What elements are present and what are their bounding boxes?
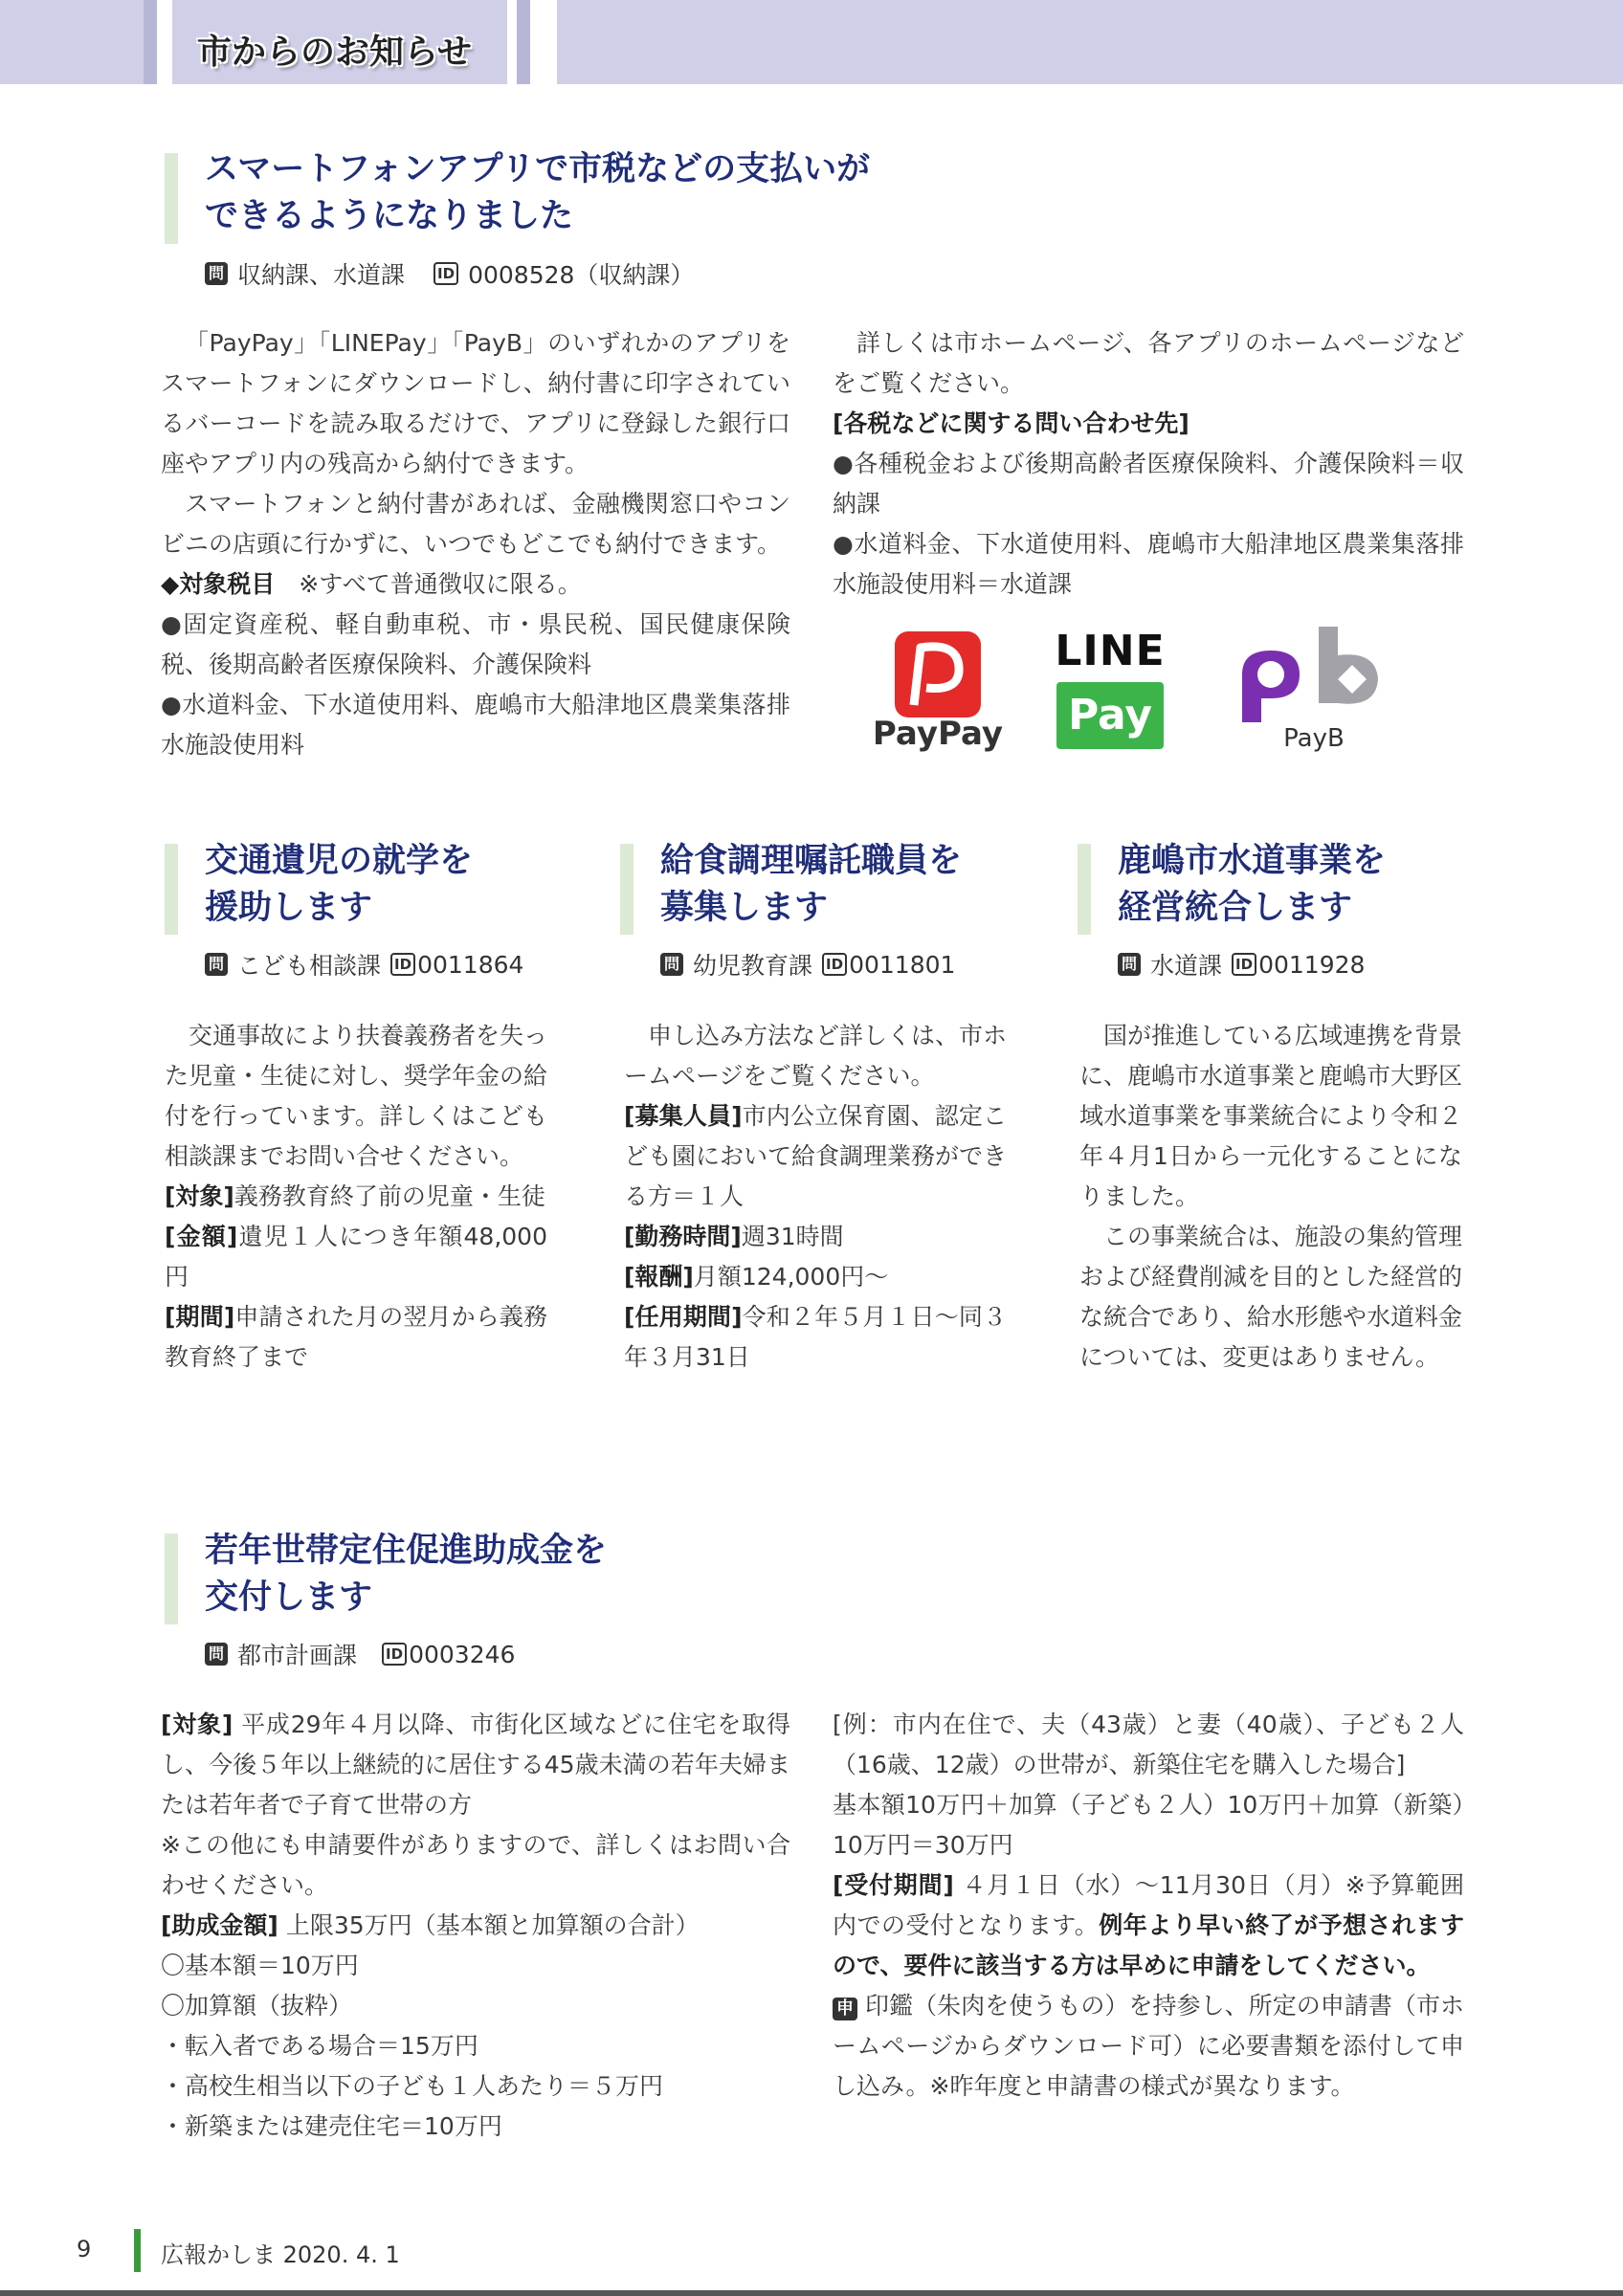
article-meta xyxy=(205,1637,515,1671)
info-value: 市内公立保育園、認定こども園において給食調理業務ができる方＝１人 xyxy=(624,1102,1008,1210)
heading-bar xyxy=(620,844,634,935)
list-item: ●固定資産税、軽自動車税、市・県民税、国民健康保険税、後期高齢者医療保険料、介護保険料 xyxy=(161,610,790,678)
heading-bar xyxy=(1078,844,1091,935)
header-band-left xyxy=(0,0,144,84)
info-value: ４月１日（水）～11月30日（月）※予算範囲内での受付となります。 xyxy=(833,1871,1464,1939)
list-item: 〇加算額（抜粋） xyxy=(161,1992,353,2020)
info-value: 上限35万円（基本額と加算額の合計） xyxy=(285,1911,700,1939)
article-id: 0011864 xyxy=(417,950,524,979)
list-item: ・新築または建売住宅＝10万円 xyxy=(161,2112,502,2140)
info-line xyxy=(833,1986,1464,2107)
info-value: 週31時間 xyxy=(741,1223,844,1250)
info-line xyxy=(161,1906,790,1946)
article-title: 給食調理嘱託職員を 募集します xyxy=(660,842,963,927)
header-band-right xyxy=(557,0,1623,84)
id-icon: ID xyxy=(822,953,847,976)
publication-name: 広報かしま 2020. 4. 1 xyxy=(161,2241,400,2268)
list-item: 〇基本額＝10万円 xyxy=(161,1952,359,1979)
target-heading xyxy=(161,564,790,605)
info-label: [勤務時間] xyxy=(624,1223,742,1250)
info-value: 申請された月の翌月から義務教育終了まで xyxy=(165,1303,547,1371)
emphasis: 例年より早い終了が予想されますので、要件に該当する方は早めに申請をしてください。 xyxy=(833,1911,1464,1979)
article-title: 交通遺児の就学を 援助します xyxy=(205,842,474,927)
article-id: 0008528（収納課） xyxy=(468,261,695,289)
info-line xyxy=(833,1866,1464,1986)
contact-dept: 水道課 xyxy=(1150,952,1223,980)
info-value: 印鑑（朱肉を使うもの）を持参し、所定の申請書（市ホームページからダウンロード可）に必要書類を添付して申し込み。※昨年度と申請書の様式が異なります。 xyxy=(833,1992,1464,2100)
footer-bar xyxy=(134,2229,141,2272)
list-item: ●各種税金および後期高齢者医療保険料、介護保険料＝収納課 xyxy=(833,450,1464,518)
info-line xyxy=(624,1297,1007,1378)
section-title: 市からのお知らせ xyxy=(197,33,472,72)
article-title: 若年世帯定住促進助成金を 交付します xyxy=(205,1532,608,1617)
info-value: 遺児１人につき年額48,000円 xyxy=(165,1223,547,1291)
payb-logo xyxy=(1233,627,1395,761)
article-body-right xyxy=(833,1705,1464,2107)
info-label: [募集人員] xyxy=(624,1102,743,1130)
article-body xyxy=(165,1016,547,1378)
list-item: ・高校生相当以下の子ども１人あたり＝５万円 xyxy=(161,2072,664,2100)
heading-bar xyxy=(165,153,178,244)
article-meta xyxy=(205,256,694,291)
paragraph: 詳しくは市ホームページ、各アプリのホームページなどをご覧ください。 xyxy=(833,329,1464,397)
contact-icon: 問 xyxy=(205,262,228,285)
article-body xyxy=(624,1016,1007,1378)
info-value: 令和２年５月１日～同３年３月31日 xyxy=(624,1303,1007,1371)
article-title: 鹿嶋市水道事業を 経営統合します xyxy=(1118,842,1387,927)
header-stripe xyxy=(144,0,157,84)
info-line xyxy=(161,1705,790,1825)
payb-wordmark: PayB xyxy=(1283,724,1345,753)
info-label: [対象] xyxy=(161,1711,233,1738)
contact-icon: 問 xyxy=(205,953,228,976)
paragraph: 国が推進している広域連携を背景に、鹿嶋市水道事業と鹿嶋市大野区域水道事業を事業統合により令和２年４月1日から一元化することになりました。 xyxy=(1079,1022,1463,1210)
paypay-logo xyxy=(871,627,1005,761)
header-stripe xyxy=(517,0,530,84)
heading-bar xyxy=(165,1534,178,1624)
paragraph: 交通事故により扶養義務者を失った児童・生徒に対し、奨学年金の給付を行っています。詳しくはこども相談課までお問い合せください。 xyxy=(165,1022,548,1170)
list-item: ●水道料金、下水道使用料、鹿嶋市大船津地区農業集落排水施設使用料 xyxy=(161,691,790,759)
page-number: 9 xyxy=(77,2236,92,2263)
line-wordmark: LINE xyxy=(1055,627,1166,675)
info-line xyxy=(165,1177,547,1217)
contact-icon: 問 xyxy=(1118,953,1141,976)
info-label: [任用期間] xyxy=(624,1303,743,1331)
info-line xyxy=(624,1257,1007,1297)
info-line xyxy=(624,1217,1007,1257)
article-title: スマートフォンアプリで市税などの支払いが できるようになりました xyxy=(205,150,871,235)
contact-dept: こども相談課 xyxy=(237,952,382,980)
info-line xyxy=(165,1297,547,1378)
heading-bar xyxy=(165,844,178,935)
article-body-left xyxy=(161,1705,790,2147)
info-label: [金額] xyxy=(165,1223,238,1250)
paragraph: 「PayPay」「LINEPay」「PayB」のいずれかのアプリをスマートフォンにダウンロードし、納付書に印字されているバーコードを読み取るだけで、アプリに登録した銀行口座やアプリ内の残高から納付できます。 xyxy=(161,329,790,477)
article-body xyxy=(1079,1016,1462,1378)
example-calc: 基本額10万円＋加算（子ども２人）10万円＋加算（新築）10万円＝30万円 xyxy=(833,1791,1464,1859)
article-body-right xyxy=(833,323,1464,605)
info-label: [期間] xyxy=(165,1303,235,1331)
info-line xyxy=(624,1096,1007,1217)
info-line xyxy=(165,1217,547,1297)
pay-wordmark: Pay xyxy=(1056,682,1164,749)
id-icon: ID xyxy=(1232,953,1256,976)
article-id: 0011801 xyxy=(849,950,956,979)
list-item: ・転入者である場合＝15万円 xyxy=(161,2032,478,2060)
bottom-rule xyxy=(0,2290,1623,2296)
contact-icon: 問 xyxy=(660,953,683,976)
note: ※この他にも申請要件がありますので、詳しくはお問い合わせください。 xyxy=(161,1831,790,1899)
payb-icon xyxy=(1233,627,1395,732)
article-id: 0011928 xyxy=(1258,950,1366,979)
paypay-wordmark: PayPay xyxy=(872,715,1004,753)
target-note: ※すべて普通徴収に限る。 xyxy=(299,570,582,598)
id-icon: ID xyxy=(390,953,415,976)
line-pay-logo xyxy=(1051,627,1169,751)
contact-dept: 収納課、水道課 xyxy=(237,261,406,289)
list-item: ●水道料金、下水道使用料、鹿嶋市大船津地区農業集落排水施設使用料＝水道課 xyxy=(833,530,1464,598)
article-meta xyxy=(1118,947,1365,982)
inquiry-label: [各税などに関する問い合わせ先] xyxy=(833,409,1189,437)
id-icon: ID xyxy=(382,1643,407,1666)
article-body-left xyxy=(161,323,790,765)
paragraph: スマートフォンと納付書があれば、金融機関窓口やコンビニの店頭に行かずに、いつでもどこでも納付できます。 xyxy=(161,490,790,558)
contact-icon: 問 xyxy=(205,1643,228,1666)
article-meta xyxy=(660,947,955,982)
example: [例：市内在住で、夫（43歳）と妻（40歳）、子ども２人（16歳、12歳）の世帯が、新築住宅を購入した場合] xyxy=(833,1711,1464,1778)
info-label: [受付期間] xyxy=(833,1871,954,1899)
info-value: 月額124,000円～ xyxy=(693,1263,889,1291)
paragraph: この事業統合は、施設の集約管理および経費削減を目的とした経営的な統合であり、給水形態や水道料金については、変更はありません。 xyxy=(1079,1223,1463,1371)
contact-dept: 幼児教育課 xyxy=(693,952,813,980)
id-icon: ID xyxy=(434,262,458,285)
info-label: [報酬] xyxy=(624,1263,694,1291)
contact-dept: 都市計画課 xyxy=(237,1642,358,1669)
apply-icon: 申 xyxy=(833,1998,857,2020)
target-label: ◆対象税目 xyxy=(161,570,276,598)
info-label: [対象] xyxy=(165,1182,234,1210)
paragraph: 申し込み方法など詳しくは、市ホームページをご覧ください。 xyxy=(624,1022,1008,1090)
article-id: 0003246 xyxy=(409,1640,516,1668)
info-value: 義務教育終了前の児童・生徒 xyxy=(233,1182,545,1210)
info-value: 平成29年４月以降、市街化区域などに住宅を取得し、今後５年以上継続的に居住する45歳未満の若年夫婦または若年者で子育て世帯の方 xyxy=(161,1711,790,1819)
info-label: [助成金額] xyxy=(161,1911,278,1939)
article-meta xyxy=(205,947,523,982)
